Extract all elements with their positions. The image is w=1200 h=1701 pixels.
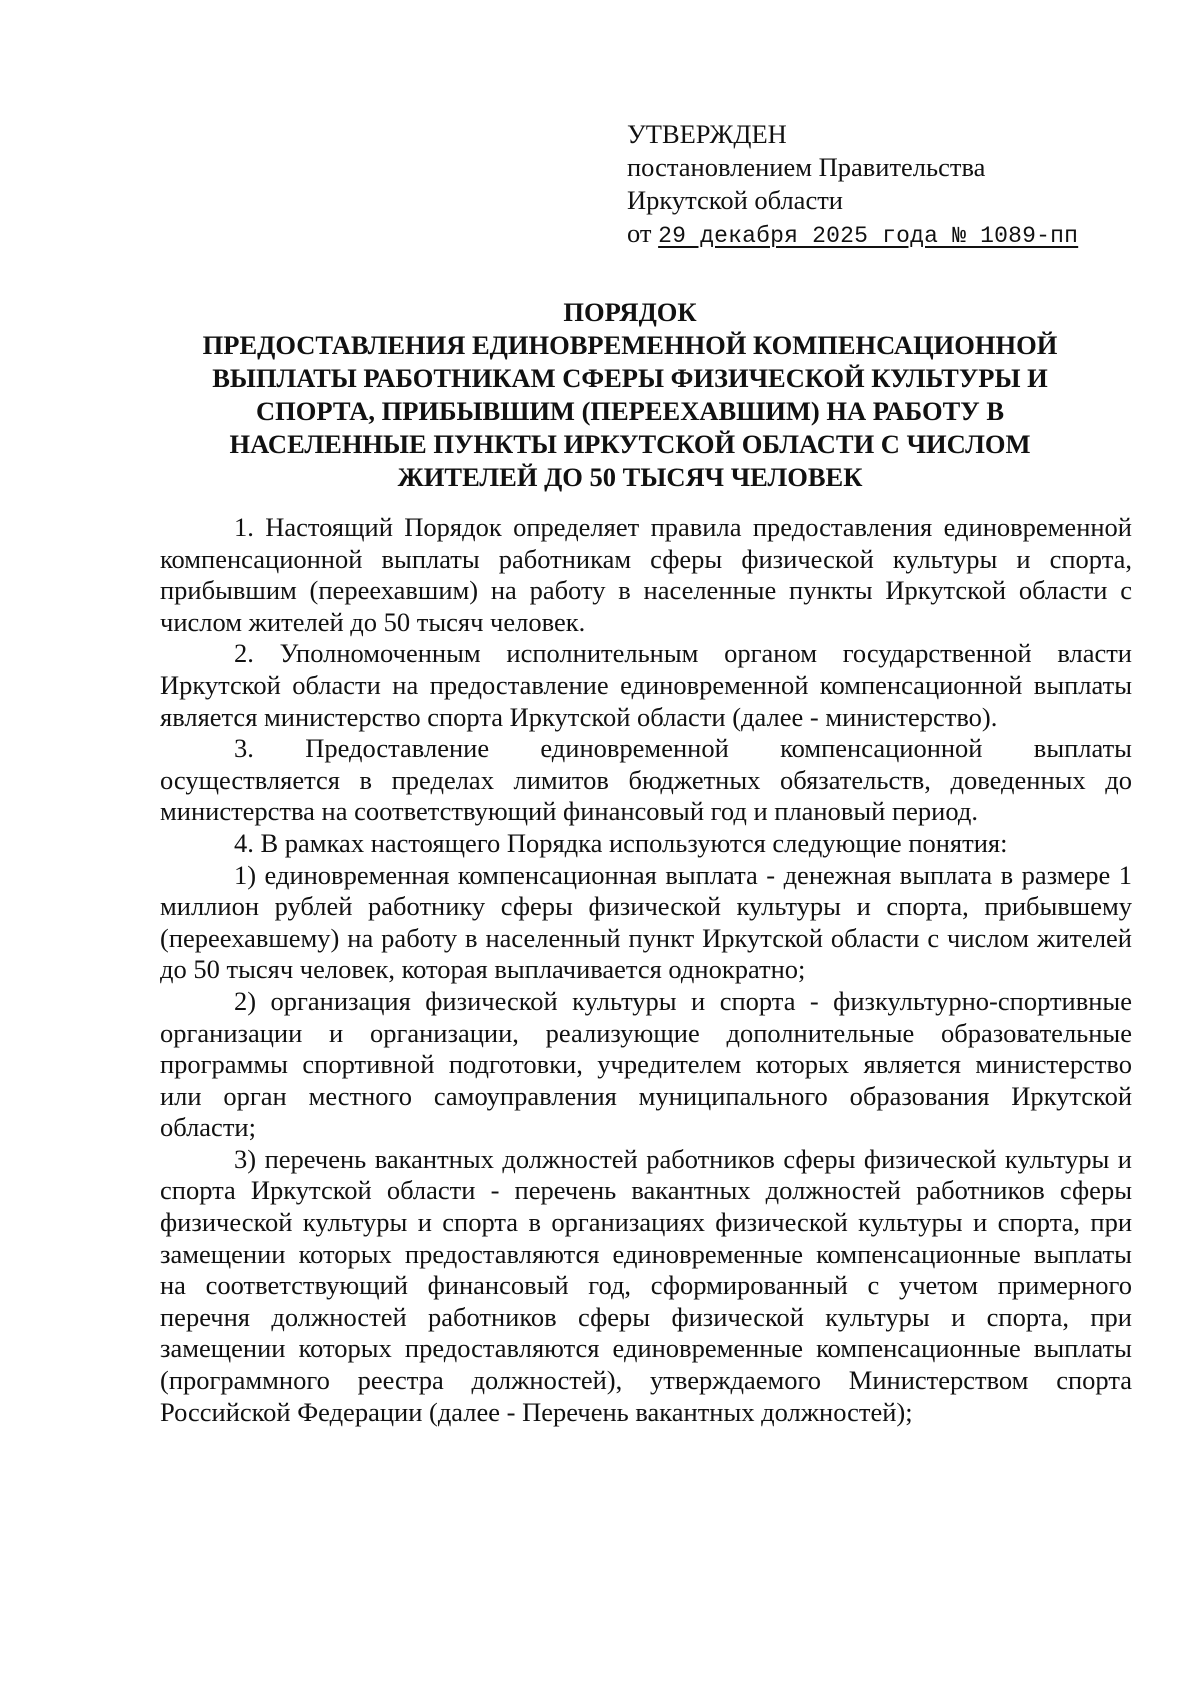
approval-date-prefix: от (627, 218, 652, 248)
approval-status: УТВЕРЖДЕН (627, 119, 787, 149)
title-line: НАСЕЛЕННЫЕ ПУНКТЫ ИРКУТСКОЙ ОБЛАСТИ С ЧИСЛОМ (229, 429, 1031, 459)
paragraph-1: 1. Настоящий Порядок определяет правила предоставления единовременной компенсационной выплаты работникам сферы физической культуры и спорта, прибывшим (переехавшим) на работу в населенные пункты Иркутской области с числом жителей до 50 тысяч человек. (160, 512, 1132, 637)
document-body (160, 512, 1132, 1428)
definition-3: 3) перечень вакантных должностей работников сферы физической культуры и спорта Иркутской области - перечень вакантных должностей работников сферы физической культуры и спорта в организациях физической культуры и спорта, при замещении которых предоставляются единовременные компенсационные выплаты на соответствующий финансовый год, сформированный с учетом примерного перечня должностей работников сферы физической культуры и спорта, при замещении которых предоставляются единовременные компенсационные выплаты (программного реестра должностей), утверждаемого Министерством спорта Российской Федерации (далее - Перечень вакантных должностей); (160, 1143, 1132, 1427)
document-title (150, 296, 1110, 494)
title-line: ПРЕДОСТАВЛЕНИЯ ЕДИНОВРЕМЕННОЙ КОМПЕНСАЦИОННОЙ (202, 330, 1058, 360)
approval-line-decree: постановлением Правительства (627, 152, 986, 182)
approval-stamp (627, 118, 1078, 253)
approval-line-region: Иркутской области (627, 185, 843, 215)
title-line: ВЫПЛАТЫ РАБОТНИКАМ СФЕРЫ ФИЗИЧЕСКОЙ КУЛЬТУРЫ И (212, 363, 1048, 393)
title-line: ЖИТЕЛЕЙ ДО 50 ТЫСЯЧ ЧЕЛОВЕК (397, 462, 863, 492)
definition-2: 2) организация физической культуры и спорта - физкультурно-спортивные организации и организации, реализующие дополнительные образовательные программы спортивной подготовки, учредителем которых является министерство или орган местного самоуправления муниципального образования Иркутской области; (160, 985, 1132, 1143)
title-line: СПОРТА, ПРИБЫВШИМ (ПЕРЕЕХАВШИМ) НА РАБОТУ В (255, 396, 1005, 426)
approval-date-value: 29 декабря 2025 года № 1089-пп (658, 223, 1079, 249)
approval-date-line (627, 217, 1078, 253)
title-heading: ПОРЯДОК (563, 297, 697, 327)
definition-1: 1) единовременная компенсационная выплата - денежная выплата в размере 1 миллион рублей работнику сферы физической культуры и спорта, прибывшему (переехавшему) на работу в населенный пункт Иркутской области с числом жителей до 50 тысяч человек, которая выплачивается однократно; (160, 859, 1132, 985)
paragraph-3: 3. Предоставление единовременной компенсационной выплаты осуществляется в пределах лимитов бюджетных обязательств, доведенных до министерства на соответствующий финансовый год и плановый период. (160, 733, 1132, 827)
paragraph-4: 4. В рамках настоящего Порядка используются следующие понятия: (234, 827, 1008, 858)
paragraph-2: 2. Уполномоченным исполнительным органом государственной власти Иркутской области на предоставление единовременной компенсационной выплаты является министерство спорта Иркутской области (далее - министерство). (160, 638, 1132, 732)
